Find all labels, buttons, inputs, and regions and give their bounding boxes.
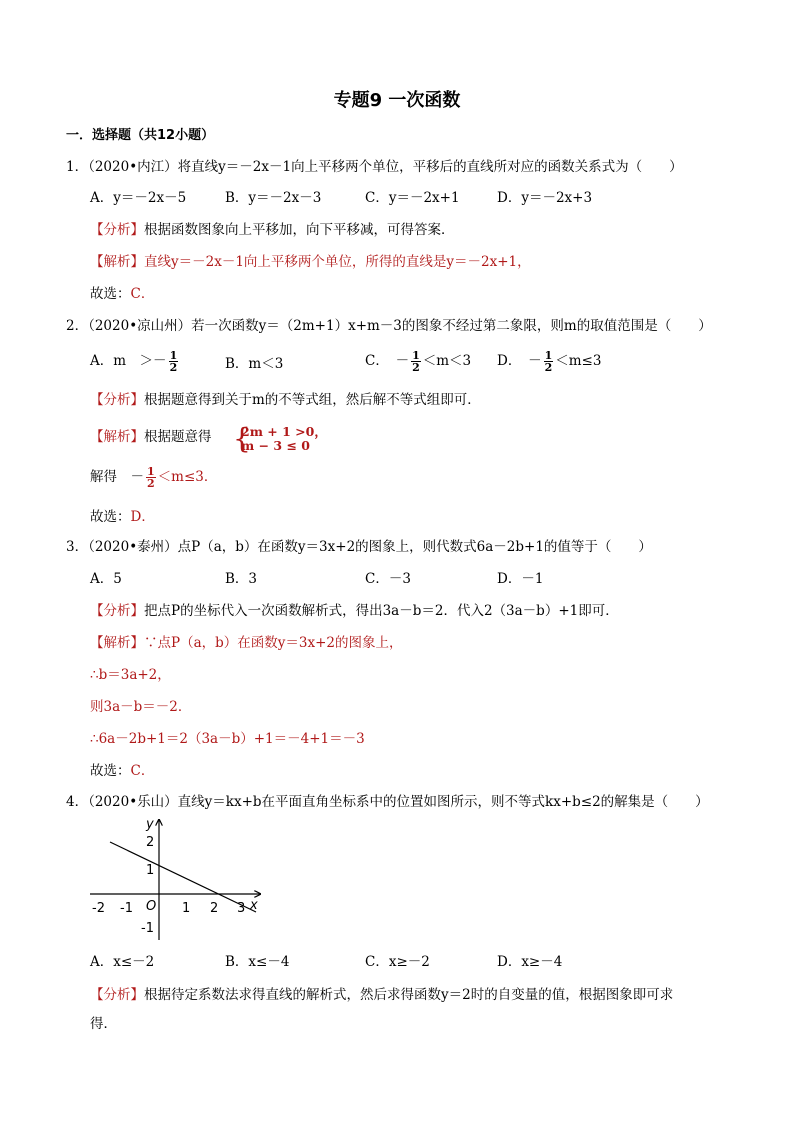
q4-option-a: A．x≤－2 <box>90 954 155 970</box>
q1-option-c: C．y＝－2x+1 <box>365 190 460 206</box>
page-title: 专题9 一次函数 <box>333 90 461 111</box>
q3-option-a: A．5 <box>90 571 122 587</box>
x-tick-label: 3 <box>237 901 246 916</box>
q1-solution: 【解析】直线y＝－2x－1向上平移两个单位，所得的直线是y＝－2x+1， <box>90 254 531 270</box>
q2-solution: 【解析】根据题意得 <box>90 429 212 445</box>
q3-analysis: 【分析】把点P的坐标代入一次函数解析式，得出3a－b＝2．代入2（3a－b）+1即可． <box>90 603 619 619</box>
origin-label: O <box>146 899 157 914</box>
q3-option-c: C．－3 <box>365 571 411 587</box>
fraction: $\frac{1}{2}$ <box>412 349 420 374</box>
x-tick-label: -1 <box>120 901 133 916</box>
solution-tag: 【解析】 <box>90 635 144 651</box>
left-brace: { <box>233 422 251 455</box>
fraction: $\frac{1}{2}$ <box>169 349 178 374</box>
system-line-2: m − 3 ≤ 0 <box>241 438 310 453</box>
fraction: $\frac{1}{2}$ <box>544 349 553 374</box>
q3-step-2: 则3a－b＝－2． <box>90 699 192 715</box>
q1-analysis: 【分析】根据函数图象向上平移加，向下平移减，可得答案． <box>90 222 455 238</box>
q3-option-d: D．－1 <box>497 571 544 587</box>
q3-step-1: ∴b＝3a+2， <box>90 667 171 683</box>
x-tick-label: 2 <box>210 901 219 916</box>
q3-stem: 3．（2020•泰州）点P（a，b）在函数y＝3x+2的图象上，则代数式6a－2b+1的值等于（ ） <box>66 539 652 555</box>
q4-option-c: C．x≥－2 <box>365 954 430 970</box>
q2-option-d: D． － $\frac{1}{2}$ ＜m≤3 <box>497 349 602 374</box>
q3-answer: 故选：C． <box>90 763 155 779</box>
q2-analysis: 【分析】根据题意得到关于m的不等式组，然后解不等式组即可． <box>90 392 481 408</box>
q1-answer: 故选：C． <box>90 286 155 302</box>
q4-option-b: B．x≤－4 <box>225 954 290 970</box>
analysis-tag: 【分析】 <box>90 987 144 1003</box>
q1-stem: 1．（2020•内江）将直线y＝－2x－1向上平移两个单位，平移后的直线所对应的函数关系式为（ ） <box>66 159 683 175</box>
y-tick-label: -1 <box>141 921 154 936</box>
q1-option-b: B．y＝－2x－3 <box>225 190 322 206</box>
q4-option-d: D．x≥－4 <box>497 954 563 970</box>
q3-solution: 【解析】∵点P（a，b）在函数y＝3x+2的图象上， <box>90 635 403 651</box>
q2-option-b: B．m＜3 <box>225 356 284 372</box>
fraction: $\frac{1}{2}$ <box>147 465 155 490</box>
y-tick-label: 2 <box>146 835 155 850</box>
q2-answer: 故选：D． <box>90 509 155 525</box>
coordinate-graph <box>86 816 266 942</box>
analysis-tag: 【分析】 <box>90 603 144 619</box>
x-axis-label: x <box>250 898 258 913</box>
analysis-tag: 【分析】 <box>90 392 144 408</box>
x-tick-label: -2 <box>92 901 105 916</box>
q4-analysis-cont: 得． <box>90 1016 117 1032</box>
q1-option-d: D．y＝－2x+3 <box>497 190 593 206</box>
q2-option-a: A．m ＞－ $\frac{1}{2}$ <box>90 349 178 374</box>
q3-step-3: ∴6a－2b+1＝2（3a－b）+1＝－4+1＝－3 <box>90 731 365 747</box>
q4-stem: 4．（2020•乐山）直线y＝kx+b在平面直角坐标系中的位置如图所示，则不等式kx+b≤2的解集是（ ） <box>66 794 709 810</box>
solution-tag: 【解析】 <box>90 429 144 445</box>
q4-analysis: 【分析】根据待定系数法求得直线的解析式，然后求得函数y＝2时的自变量的值，根据图象即可求 <box>90 987 674 1003</box>
y-axis-label: y <box>146 817 154 832</box>
solution-tag: 【解析】 <box>90 254 144 270</box>
q2-solve-step: 解得 － $\frac{1}{2}$ ＜m≤3． <box>90 465 218 490</box>
x-tick-label: 1 <box>182 901 191 916</box>
q2-option-c: C． － $\frac{1}{2}$ ＜m＜3 <box>365 349 472 374</box>
q2-stem: 2．（2020•凉山州）若一次函数y＝（2m+1）x+m－3的图象不经过第二象限，则m的取值范围是（ ） <box>66 318 712 334</box>
y-tick-label: 1 <box>146 863 155 878</box>
system-line-1: 2m + 1 >0， <box>241 424 327 439</box>
q3-option-b: B．3 <box>225 571 258 587</box>
analysis-tag: 【分析】 <box>90 222 144 238</box>
inequality-system <box>233 422 327 458</box>
q1-option-a: A．y＝－2x－5 <box>90 190 187 206</box>
section-heading: 一．选择题（共12小题） <box>66 128 215 143</box>
